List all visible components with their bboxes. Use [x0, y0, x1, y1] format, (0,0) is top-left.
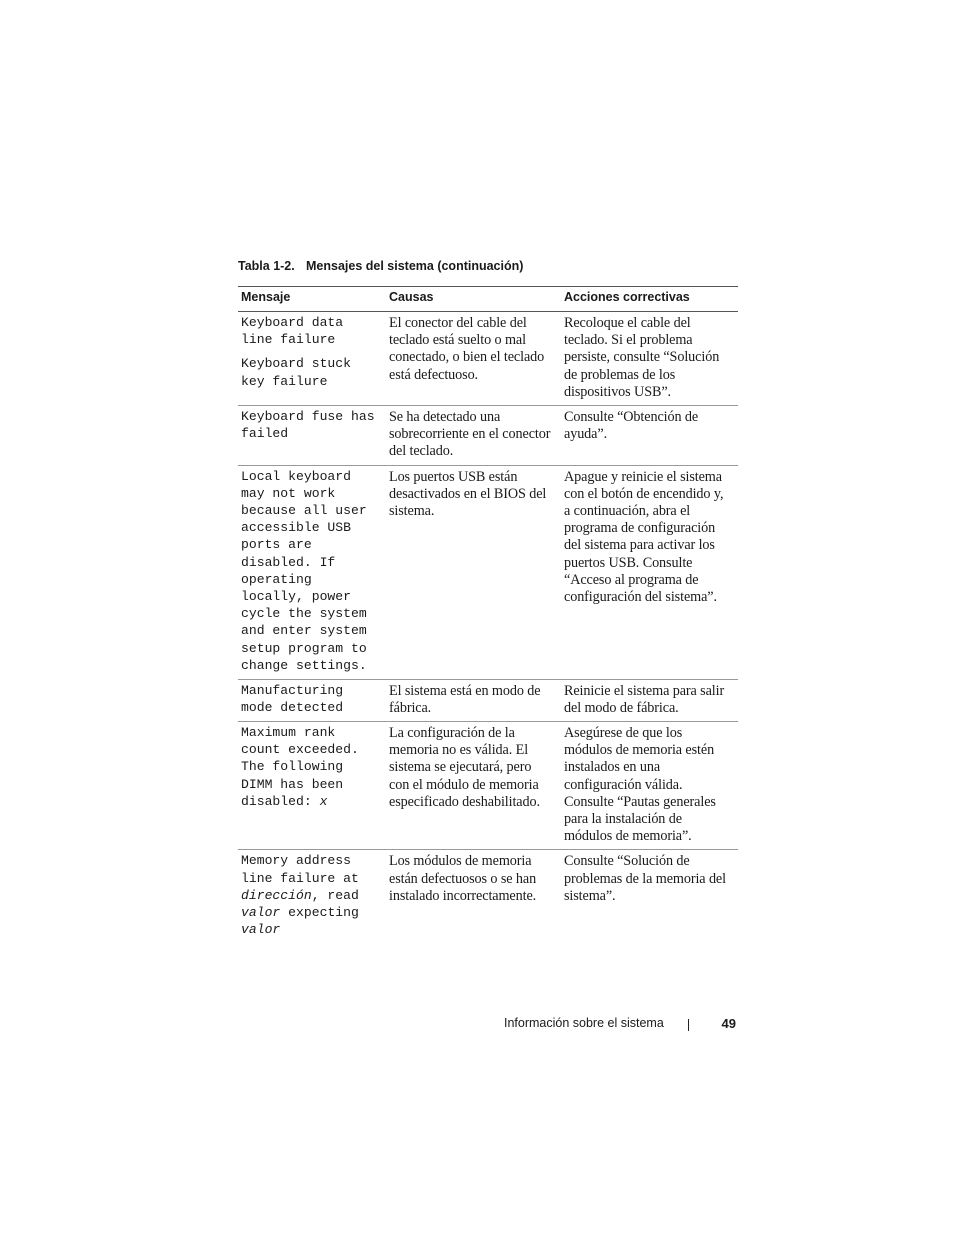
message-cell	[238, 465, 386, 679]
footer-divider	[688, 1019, 689, 1031]
message-cell	[238, 722, 386, 850]
message-text: Maximum rank count exceeded. The following DIMM has been disabled: x	[241, 725, 359, 809]
action-cell	[561, 465, 738, 679]
action-text: Recoloque el cable del teclado. Si el problema persiste, consulte “Solución de problemas de los dispositivos USB”.	[564, 315, 720, 400]
message-text: Manufacturing mode detected	[241, 682, 344, 715]
action-text: Asegúrese de que los módulos de memoria estén instalados en una configuración válida. Consulte “Pautas generales para la instalación de módulos de memoria”.	[564, 725, 716, 845]
footer-section-title: Información sobre el sistema	[504, 1016, 664, 1030]
page-footer	[504, 1015, 736, 1031]
action-cell	[561, 722, 738, 850]
message-cell	[238, 679, 386, 721]
message-cell	[238, 312, 386, 406]
message-variable: valor	[241, 922, 281, 938]
cause-cell	[386, 406, 561, 466]
table-row	[238, 722, 738, 850]
cause-cell	[386, 722, 561, 850]
table-row	[238, 465, 738, 679]
message-text: Local keyboard may not work because all user accessible USB ports are disabled. If operating locally, power cycle the system and enter system setup program to change settings.	[241, 468, 367, 673]
message-text: Keyboard data line failure	[241, 315, 344, 348]
table-number: Tabla 1-2.	[238, 259, 295, 273]
cause-text: Los módulos de memoria están defectuosos o se han instalado incorrectamente.	[389, 853, 537, 904]
message-variable: x	[319, 793, 328, 809]
cause-text: La configuración de la memoria no es válida. El sistema se ejecutará, pero con el módulo de memoria especificado deshabilitado.	[389, 725, 540, 810]
cause-text: El conector del cable del teclado está suelto o mal conectado, o bien el teclado está defectuoso.	[389, 315, 545, 383]
table-title: Mensajes del sistema (continuación)	[306, 259, 524, 273]
table-caption	[238, 259, 523, 273]
action-cell	[561, 406, 738, 466]
action-text: Consulte “Obtención de ayuda”.	[564, 409, 699, 443]
action-text: Apague y reinicie el sistema con el botón de encendido y, a continuación, abra el programa de configuración del sistema para activar los puertos USB. Consulte “Acceso al programa de configuración del sistema”.	[564, 468, 724, 606]
cause-cell	[386, 312, 561, 406]
action-cell	[561, 679, 738, 721]
header-actions: Acciones correctivas	[561, 287, 738, 312]
table-row	[238, 406, 738, 466]
table-header-row	[238, 287, 738, 312]
action-text: Reinicie el sistema para salir del modo de fábrica.	[564, 682, 725, 716]
table-row	[238, 679, 738, 721]
system-messages-table	[238, 286, 738, 942]
header-causes: Causas	[386, 287, 561, 312]
message-text: Memory address line failure at dirección, read valor expecting valor	[241, 853, 359, 938]
cause-text: Se ha detectado una sobrecorriente en el conector del teclado.	[389, 409, 551, 460]
message-variable: dirección	[241, 887, 312, 903]
cause-cell	[386, 850, 561, 943]
table-row	[238, 312, 738, 406]
cause-text: El sistema está en modo de fábrica.	[389, 682, 541, 716]
cause-text: Los puertos USB están desactivados en el BIOS del sistema.	[389, 468, 547, 520]
message-cell	[238, 850, 386, 943]
message-text: Keyboard fuse has failed	[241, 409, 375, 442]
action-cell	[561, 850, 738, 943]
action-text: Consulte “Solución de problemas de la memoria del sistema”.	[564, 853, 726, 904]
message-variable: valor	[241, 905, 281, 921]
message-text: Keyboard stuck key failure	[241, 356, 352, 389]
header-message: Mensaje	[238, 287, 386, 312]
action-cell	[561, 312, 738, 406]
table-row	[238, 850, 738, 943]
message-cell	[238, 406, 386, 466]
cause-cell	[386, 465, 561, 679]
page-number: 49	[721, 1015, 736, 1031]
cause-cell	[386, 679, 561, 721]
